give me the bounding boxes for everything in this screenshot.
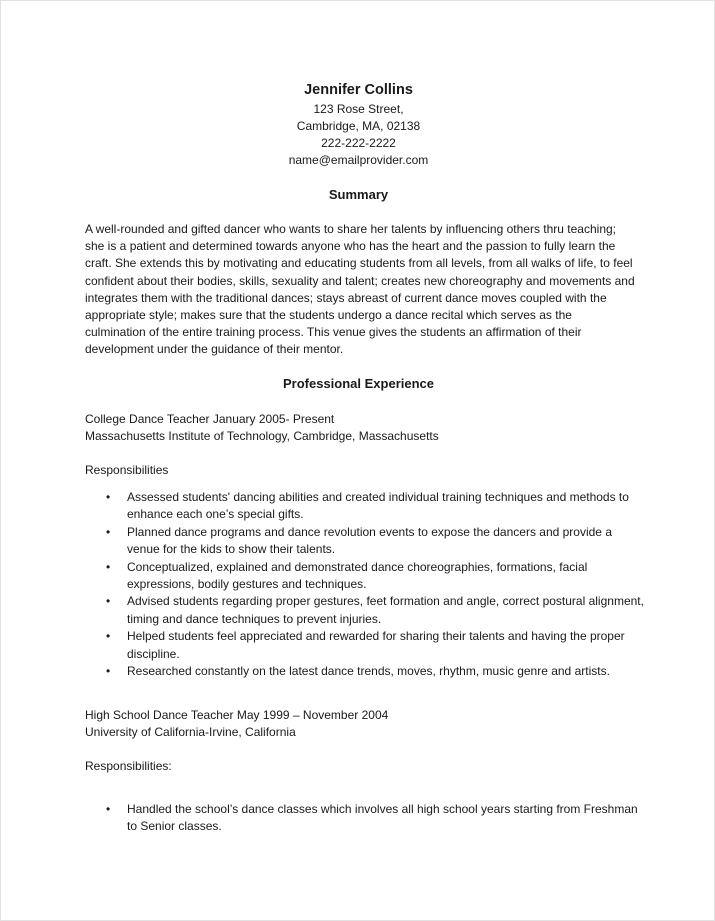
list-item: • Conceptualized, explained and demonstrated dance choreographies, formations, facial expressions, bodily gestures and techniques.	[106, 559, 588, 592]
bullet-icon: •	[106, 490, 111, 504]
bullet-icon: •	[106, 594, 111, 609]
summary-text: A well-rounded and gifted dancer who wants to share her talents by influencing others thru teaching; she is a patient and determined towards anyone who has the heart and the passion to fully learn the craft. She extends this by motivating and educating students from all levels, from all walks of life, to feel confident about their bodies, skills, sexuality and talent; creates new choreography and movements and integrates them with the traditional dances; stays abreast of current dance moves coupled with the appropriate style; makes sure that the students undergo a dance recital which serves as the culmination of the entire training process. This venue gives the students an affirmation of their development under the guidance of their mentor.	[85, 222, 635, 357]
bullet-icon: •	[106, 524, 111, 539]
job-1-employer: Massachusetts Institute of Technology, Cambridge, Massachusetts	[85, 429, 439, 443]
job-1-responsibilities-label: Responsibilities	[85, 463, 169, 477]
email-address: name@emailprovider.com	[288, 153, 429, 167]
list-item: • Planned dance programs and dance revolution events to expose the dancers and provide a venue for the kids to show their talents.	[106, 524, 612, 557]
job-2-responsibilities-label: Responsibilities:	[85, 759, 172, 773]
address-city: Cambridge, MA, 02138	[296, 119, 421, 133]
job-1-title: College Dance Teacher January 2005- Present	[85, 412, 335, 426]
list-item: • Advised students regarding proper gestures, feet formation and angle, correct postural alignment, timing and dance techniques to prevent injuries.	[106, 594, 644, 626]
summary-heading: Summary	[328, 187, 389, 202]
list-item: • Handled the school’s dance classes which involves all high school years starting from Freshman to Senior classes.	[106, 802, 638, 834]
list-item: • Assessed students' dancing abilities and created individual training techniques and methods to enhance each one’s special gifts.	[106, 490, 629, 522]
job-2-employer: University of California-Irvine, California	[85, 725, 296, 739]
bullet-icon: •	[106, 629, 111, 644]
job-2-responsibilities-list	[85, 801, 645, 836]
candidate-name: Jennifer Collins	[304, 82, 413, 98]
bullet-icon: •	[106, 664, 111, 679]
experience-heading: Professional Experience	[282, 376, 434, 391]
job-2-title: High School Dance Teacher May 1999 – November 2004	[85, 708, 389, 722]
list-item: • Researched constantly on the latest dance trends, moves, rhythm, music genre and artists.	[85, 663, 645, 680]
address-street: 123 Rose Street,	[313, 102, 404, 116]
phone-number: 222-222-2222	[321, 136, 396, 150]
bullet-icon: •	[106, 559, 111, 574]
list-item: • Helped students feel appreciated and rewarded for sharing their talents and having the proper discipline.	[106, 629, 625, 661]
job-1-responsibilities-list	[85, 489, 645, 680]
bullet-icon: •	[106, 802, 111, 816]
